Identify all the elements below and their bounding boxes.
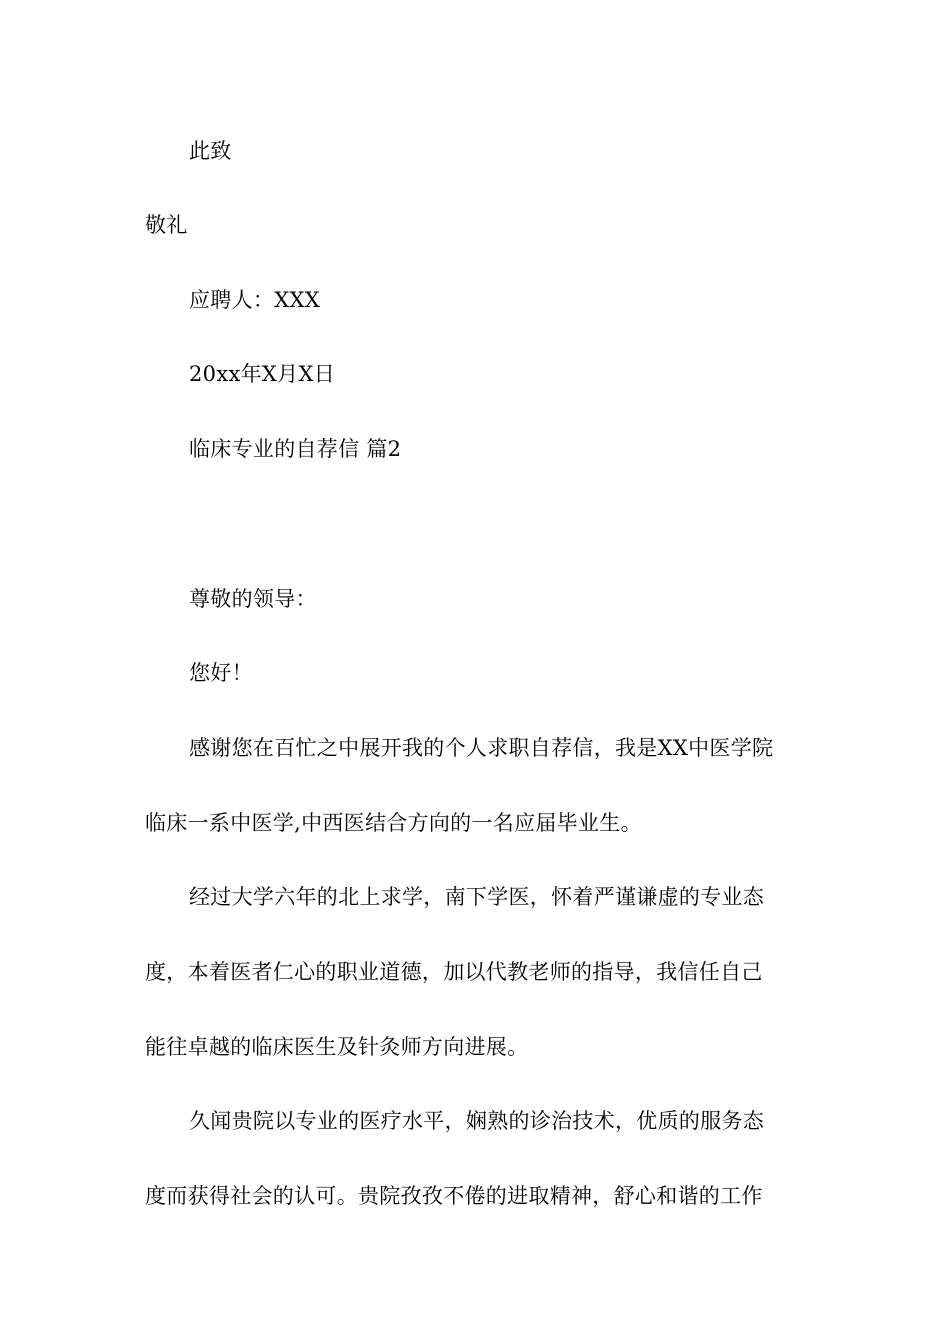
para3-line2: 度而获得社会的认可。贵院孜孜不倦的进取精神，舒心和谐的工作 [145, 1184, 763, 1208]
section-heading: 临床专业的自荐信 篇2 [189, 437, 402, 461]
para2-line2: 度，本着医者仁心的职业道德，加以代教老师的指导，我信任自己 [145, 960, 763, 984]
para2-line3: 能往卓越的临床医生及针灸师方向进展。 [145, 1035, 529, 1059]
greeting: 您好！ [189, 661, 253, 685]
para3-line1: 久闻贵院以专业的医疗水平，娴熟的诊治技术，优质的服务态 [189, 1109, 765, 1133]
closing-jingli: 敬礼 [145, 213, 188, 237]
para2-line1: 经过大学六年的北上求学，南下学医，怀着严谨谦虚的专业态 [189, 885, 765, 909]
applicant-signature: 应聘人：XXX [189, 288, 320, 312]
salutation: 尊敬的领导： [189, 587, 317, 611]
letter-date: 20xx年X月X日 [189, 362, 336, 386]
closing-zhici: 此致 [189, 139, 232, 163]
para1-line1: 感谢您在百忙之中展开我的个人求职自荐信，我是XX中医学院 [189, 736, 774, 760]
para1-line2: 临床一系中医学,中西医结合方向的一名应届毕业生。 [145, 811, 642, 835]
